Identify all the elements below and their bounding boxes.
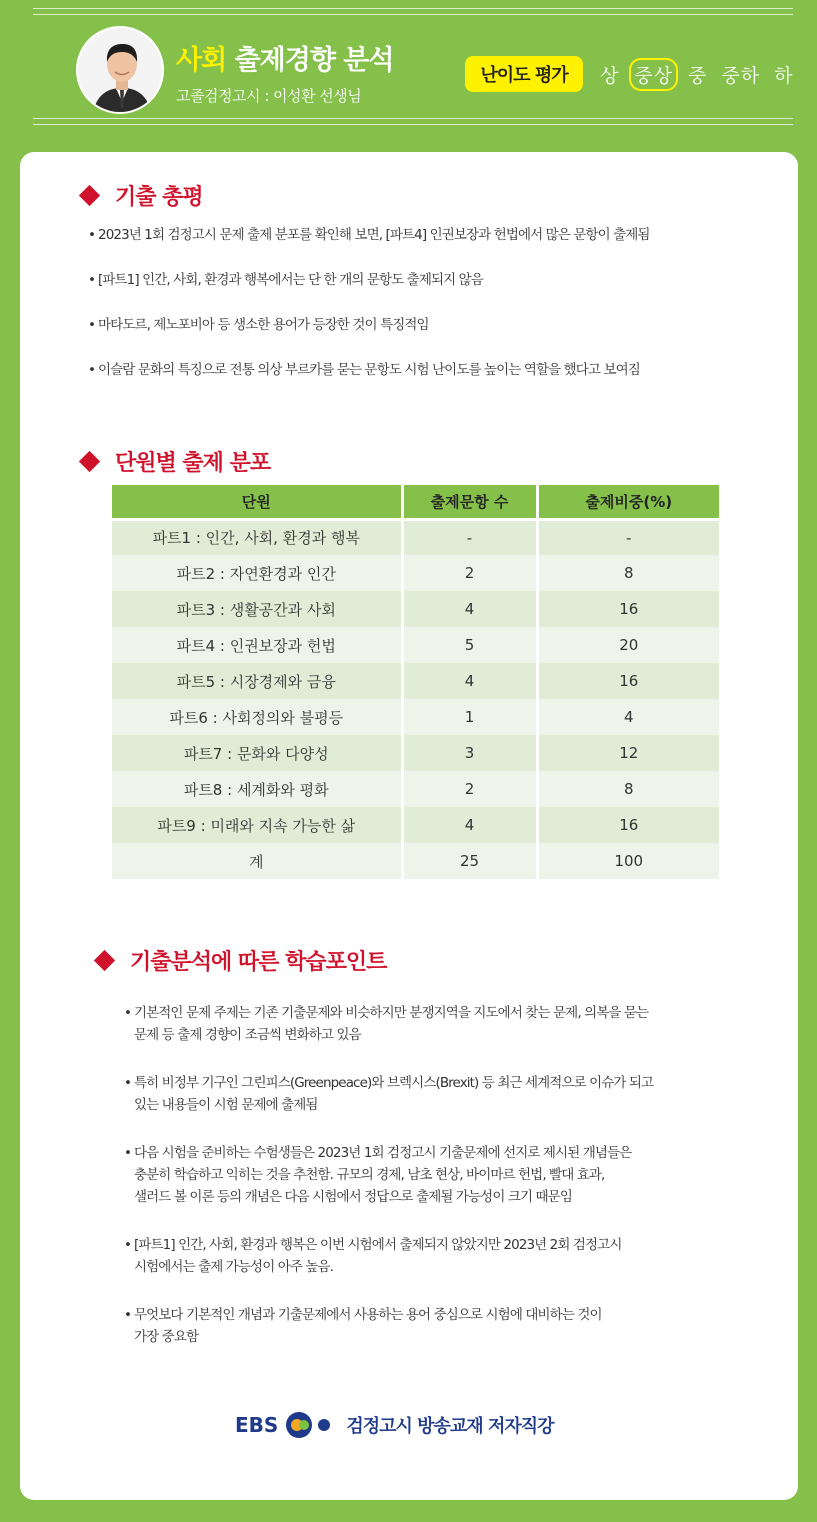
section-overview-heading [82,180,203,211]
table-cell: 파트2 : 자연환경과 인간 [112,555,402,591]
table-cell: 8 [537,771,719,807]
list-item: • 2023년 1회 검정고시 문제 출제 분포를 확인해 보면, [파트4] 인권보장과 헌법에서 많은 문항이 출제됨 [88,224,650,246]
table-cell: 파트8 : 세계화와 평화 [112,771,402,807]
table-row [112,591,719,627]
table-cell: 파트5 : 시장경제와 금융 [112,663,402,699]
study-points-list [124,1002,764,1348]
overview-list [88,224,650,381]
page-title-highlight: 사회 [176,45,227,76]
table-row [112,555,719,591]
list-item-line: 가장 중요함 [134,1329,199,1345]
header-bottom-line-2 [33,124,793,125]
section-study-points-title: 기출분석에 따른 학습포인트 [130,950,387,975]
header-bottom-line [33,118,793,119]
list-item-line: 문제 등 출제 경향이 조금씩 변화하고 있음 [134,1027,361,1043]
level-high: 상 [600,65,620,87]
header-top-line-2 [33,14,793,15]
content-card [20,152,798,1500]
diamond-bullet-icon [79,451,100,472]
section-study-points-heading [97,945,386,976]
table-row [112,735,719,771]
table-header-row [112,485,719,519]
header [0,0,817,150]
table-cell: 16 [537,591,719,627]
footer [235,1410,554,1440]
difficulty-badge: 난이도 평가 [465,56,583,92]
diamond-bullet-icon [94,950,115,971]
list-item-line: 기본적인 문제 주제는 기존 기출문제와 비슷하지만 분쟁지역을 지도에서 찾는 문제, 의복을 묻는 [134,1005,649,1021]
list-item-line: 있는 내용들이 시험 문제에 출제됨 [134,1097,318,1113]
table-cell: 1 [402,699,537,735]
table-cell: 12 [537,735,719,771]
table-cell: 2 [402,555,537,591]
table-row [112,699,719,735]
ebs-logo-icon [284,1410,334,1440]
table-cell: 파트6 : 사회정의와 불평등 [112,699,402,735]
table-cell: 계 [112,843,402,879]
column-header: 출제비중(%) [537,485,719,519]
list-item-line: 충분히 학습하고 익히는 것을 추천함. 규모의 경제, 남초 현상, 바이마르 헌법, 빨대 효과, [134,1167,605,1183]
column-header: 출제문항 수 [402,485,537,519]
table-cell: 파트3 : 생활공간과 사회 [112,591,402,627]
table-cell: 16 [537,663,719,699]
level-mid-low: 중하 [721,65,761,87]
table-row [112,627,719,663]
difficulty-levels [600,58,808,91]
table-cell: 4 [537,699,719,735]
list-item-line: 샐러드 볼 이론 등의 개념은 다음 시험에서 정답으로 출제될 가능성이 크기 때문임 [134,1189,572,1205]
header-top-line [33,8,793,9]
list-item-line: 무엇보다 기본적인 개념과 기출문제에서 사용하는 용어 중심으로 시험에 대비하는 것이 [134,1307,602,1323]
title-block [176,38,393,106]
teacher-portrait-icon [78,28,164,114]
list-item [124,1142,764,1208]
table-cell: 4 [402,591,537,627]
diamond-bullet-icon [79,185,100,206]
list-item [124,1002,764,1046]
level-low: 하 [774,65,794,87]
table-cell: - [537,519,719,555]
table-cell: 파트4 : 인권보장과 헌법 [112,627,402,663]
bullet-dot-icon: • [124,1237,132,1253]
bullet-dot-icon: • [124,1075,132,1091]
list-item: • [파트1] 인간, 사회, 환경과 행복에서는 단 한 개의 문항도 출제되지 않음 [88,269,650,291]
list-item-line: 시험에서는 출제 가능성이 아주 높음. [134,1259,334,1275]
section-distribution-heading [82,446,270,477]
table-cell: 4 [402,663,537,699]
list-item [124,1234,764,1278]
table-cell: 파트7 : 문화와 다양성 [112,735,402,771]
table-cell: 5 [402,627,537,663]
page-title-rest: 출제경향 분석 [226,45,394,76]
list-item [124,1072,764,1116]
bullet-dot-icon: • [124,1005,132,1021]
avatar [76,26,164,114]
page-subtitle: 고졸검정고시 : 이성환 선생님 [176,87,362,105]
table-cell: 파트1 : 인간, 사회, 환경과 행복 [112,519,402,555]
column-header: 단원 [112,485,402,519]
bullet-dot-icon: • [124,1307,132,1323]
table-row [112,843,719,879]
footer-text: 검정고시 방송교재 저자직강 [346,1416,554,1437]
ebs-brand: EBS [235,1413,279,1437]
table-cell: 4 [402,807,537,843]
table-row [112,663,719,699]
list-item: • 이슬람 문화의 특징으로 전통 의상 부르카를 묻는 문항도 시험 난이도를 높이는 역할을 했다고 보여짐 [88,359,650,381]
level-mid: 중 [688,65,708,87]
section-overview-title: 기출 총평 [115,185,203,210]
table-row [112,771,719,807]
table-cell: - [402,519,537,555]
distribution-table [112,485,719,879]
section-distribution-title: 단원별 출제 분포 [115,451,271,476]
table-cell: 2 [402,771,537,807]
table-cell: 20 [537,627,719,663]
table-cell: 8 [537,555,719,591]
list-item: • 마타도르, 제노포비아 등 생소한 용어가 등장한 것이 특징적임 [88,314,650,336]
table-cell: 100 [537,843,719,879]
bullet-dot-icon: • [124,1145,132,1161]
list-item [124,1304,764,1348]
list-item-line: 특히 비정부 기구인 그린피스(Greenpeace)와 브렉시스(Brexit) 등 최근 세계적으로 이슈가 되고 [134,1075,654,1091]
table-row [112,519,719,555]
list-item-line: 다음 시험을 준비하는 수험생들은 2023년 1회 검정고시 기출문제에 선지로 제시된 개념들은 [134,1145,632,1161]
table-row [112,807,719,843]
table-cell: 16 [537,807,719,843]
table-cell: 25 [402,843,537,879]
level-mid-high-selected: 중상 [629,58,678,91]
page-title [176,38,393,77]
table-cell: 3 [402,735,537,771]
list-item-line: [파트1] 인간, 사회, 환경과 행복은 이번 시험에서 출제되지 않았지만 2023년 2회 검정고시 [134,1237,622,1253]
table-cell: 파트9 : 미래와 지속 가능한 삶 [112,807,402,843]
